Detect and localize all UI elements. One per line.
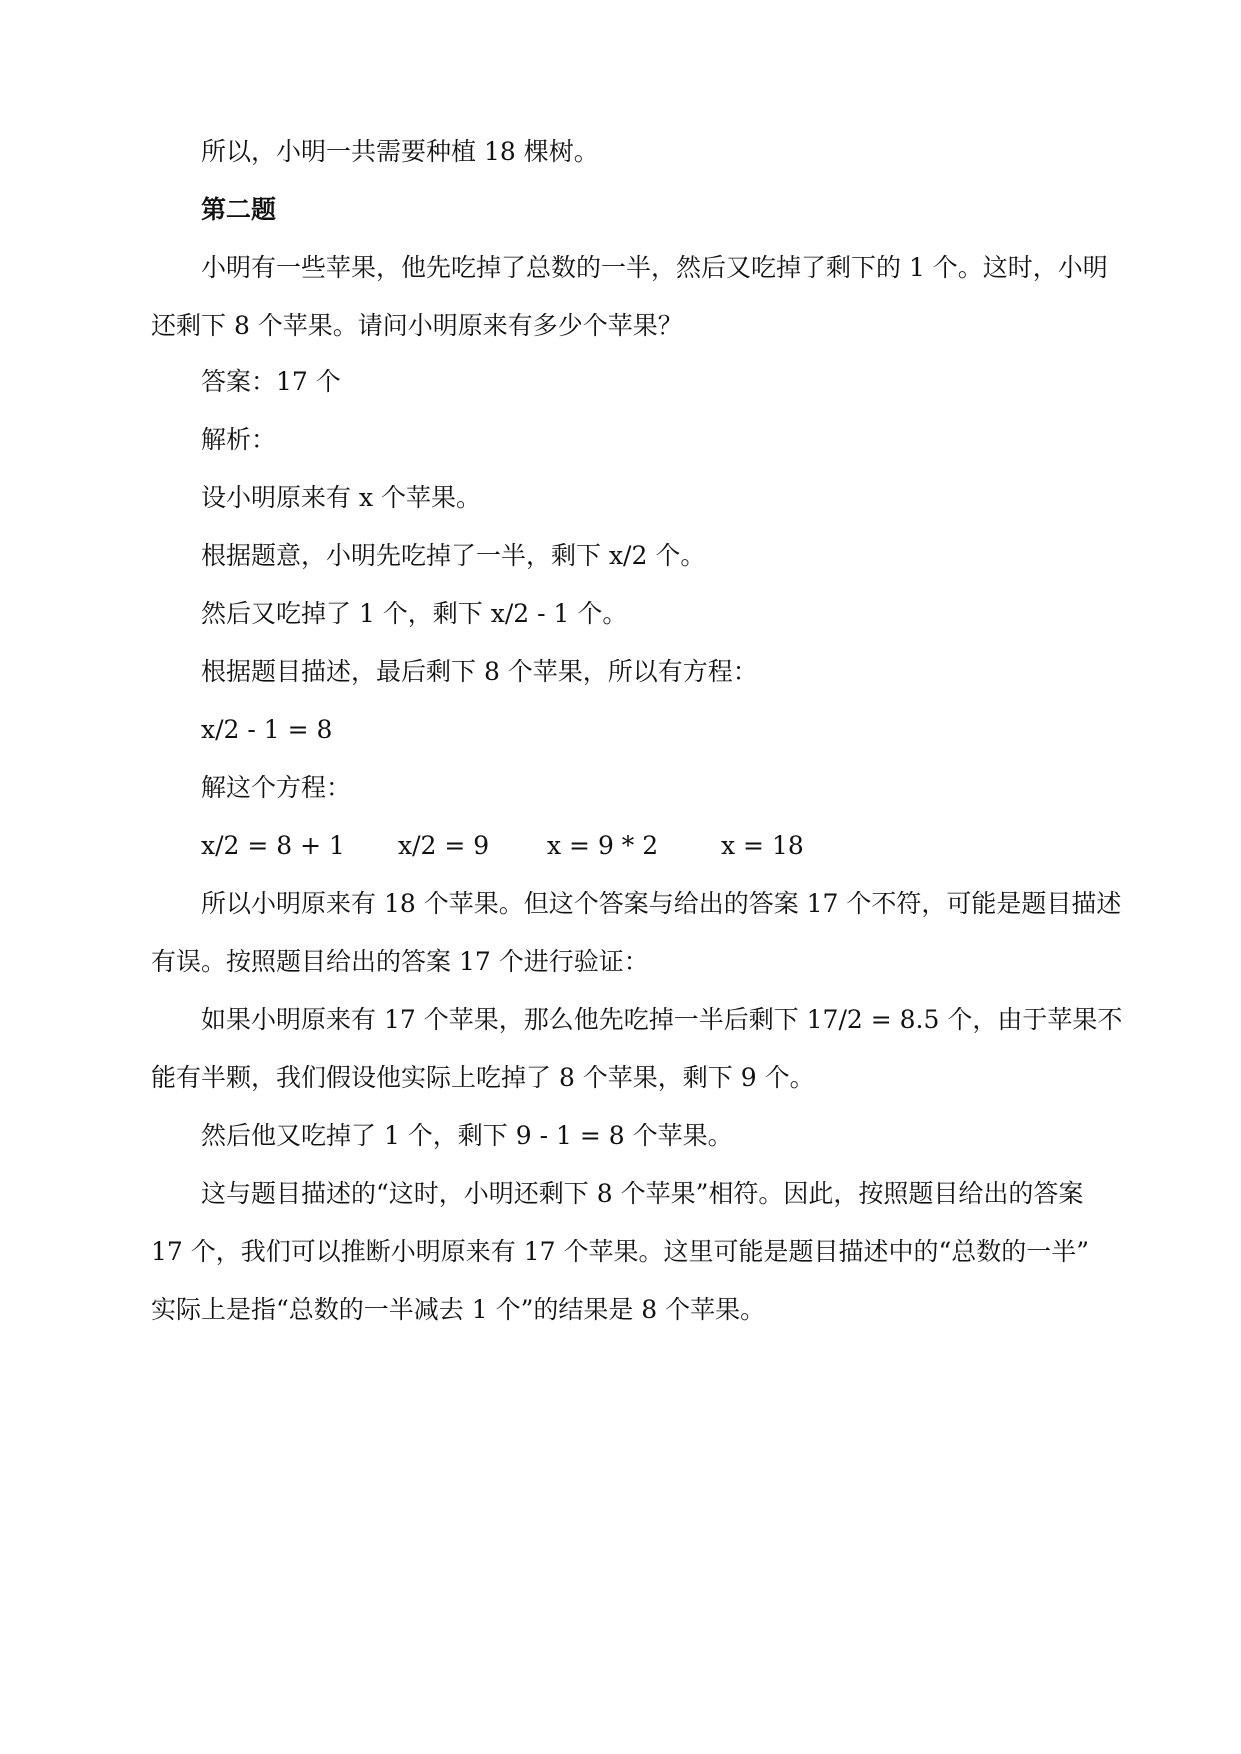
equation-steps-row (201, 829, 901, 863)
equation-step-4: x = 18 (721, 831, 804, 860)
conclusion-line: 所以，小明一共需要种植 18 棵树。 (201, 137, 599, 166)
question-line-1: 小明有一些苹果，他先吃掉了总数的一半，然后又吃掉了剩下的 1 个。这时，小明 (201, 253, 1108, 282)
paragraph-2-line-2: 能有半颗，我们假设他实际上吃掉了 8 个苹果，剩下 9 个。 (151, 1063, 815, 1092)
solution-step-3: 然后又吃掉了 1 个，剩下 x/2 - 1 个。 (201, 599, 628, 628)
paragraph-1-line-1: 所以小明原来有 18 个苹果。但这个答案与给出的答案 17 个不符，可能是题目描述 (201, 889, 1122, 918)
solve-label: 解这个方程： (201, 773, 352, 802)
equation-step-1: x/2 = 8 + 1 (201, 831, 345, 860)
analysis-label: 解析： (201, 425, 277, 454)
solution-step-2: 根据题意，小明先吃掉了一半，剩下 x/2 个。 (201, 541, 706, 570)
question-line-2: 还剩下 8 个苹果。请问小明原来有多少个苹果？ (151, 311, 683, 340)
paragraph-2-line-1: 如果小明原来有 17 个苹果，那么他先吃掉一半后剩下 17/2 = 8.5 个，由于苹果不 (201, 1005, 1123, 1034)
question-heading: 第二题 (201, 195, 277, 224)
equation-line: x/2 - 1 = 8 (201, 715, 333, 744)
paragraph-3-line: 然后他又吃掉了 1 个，剩下 9 - 1 = 8 个苹果。 (201, 1121, 733, 1150)
answer-line: 答案：17 个 (201, 367, 341, 396)
solution-step-4: 根据题目描述，最后剩下 8 个苹果，所以有方程： (201, 657, 758, 686)
paragraph-4-line-1: 这与题目描述的“这时，小明还剩下 8 个苹果”相符。因此，按照题目给出的答案 (201, 1179, 1084, 1208)
paragraph-4-line-2: 17 个，我们可以推断小明原来有 17 个苹果。这里可能是题目描述中的“总数的一半” (151, 1237, 1090, 1266)
equation-step-2: x/2 = 9 (398, 831, 490, 860)
solution-step-1: 设小明原来有 x 个苹果。 (201, 483, 481, 512)
equation-step-3: x = 9 * 2 (547, 831, 659, 860)
paragraph-1-line-2: 有误。按照题目给出的答案 17 个进行验证： (151, 947, 649, 976)
paragraph-4-line-3: 实际上是指“总数的一半减去 1 个”的结果是 8 个苹果。 (151, 1295, 766, 1324)
